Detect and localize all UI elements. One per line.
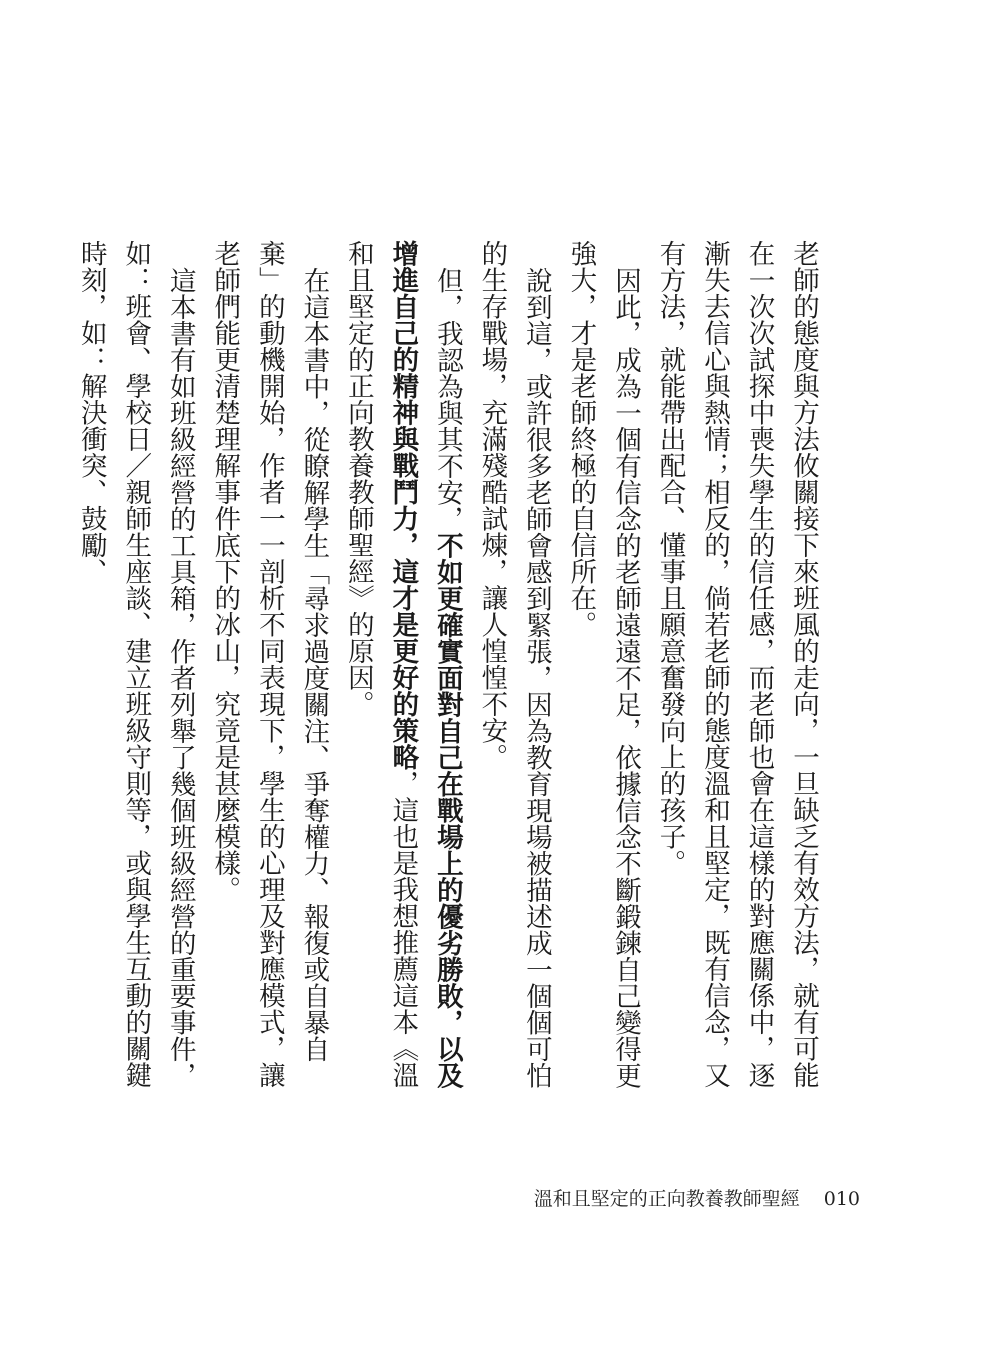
paragraph [68, 240, 202, 1100]
paragraph [335, 240, 469, 1100]
page-number: 010 [823, 1188, 860, 1210]
text-segment: 因此，成為一個有信念的老師遠遠不足，依據信念不斷鍛鍊自己變得更強大，才是老師終極的自信所在。 [565, 240, 641, 1088]
text-segment: 這本書有如班級經營的工具箱，作者列舉了幾個班級經營的重要事件，如：班會、學校日／親師生座談、建立班級守則等，或與學生互動的關鍵時刻，如：解決衝突、鼓勵、 [75, 240, 196, 1088]
page-footer [534, 1184, 860, 1211]
text-segment: 說到這，或許很多老師會感到緊張，因為教育現場被描述成一個個可怕的生存戰場，充滿殘酷試煉，讓人惶惶不安。 [476, 240, 552, 1088]
text-segment: ，這也是我想推薦這本《溫和且堅定的正向教養教師聖經》的原因。 [342, 240, 419, 1088]
text-segment: 但，我認為與其不安， [431, 266, 463, 532]
bold-text-segment: 不如更確實面對自己在戰場上的優劣勝敗，以及增進自己的精神與戰鬥力，這才是更好的策略 [387, 240, 463, 1088]
paragraph [558, 240, 647, 1100]
paragraph [202, 240, 336, 1100]
body-text [75, 240, 825, 1100]
paragraph [647, 240, 825, 1100]
running-title: 溫和且堅定的正向教養教師聖經 [533, 1188, 800, 1210]
text-segment: 在這本書中，從瞭解學生「尋求過度關注、爭奪權力、報復或自暴自棄」的動機開始，作者一一剖析不同表現下，學生的心理及對應模式，讓老師們能更清楚理解事件底下的冰山，究竟是甚麼模樣。 [209, 240, 330, 1088]
paragraph [469, 240, 558, 1100]
text-segment: 老師的態度與方法攸關接下來班風的走向，一旦缺乏有效方法，就有可能在一次次試探中喪失學生的信任感，而老師也會在這樣的對應關係中，逐漸失去信心與熱情；相反的，倘若老師的態度溫和且堅定，既有信念，又有方法，就能帶出配合、懂事且願意奮發向上的孩子。 [654, 240, 819, 1088]
